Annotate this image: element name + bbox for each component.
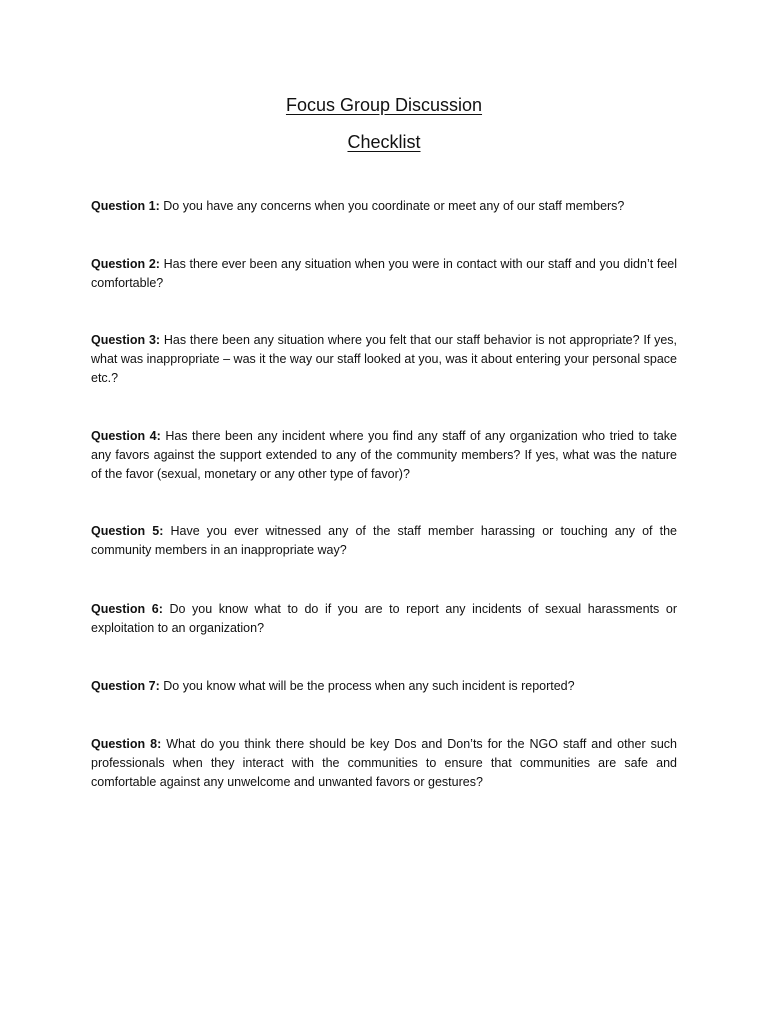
question-6-label: Question 6: <box>91 602 163 616</box>
document-subtitle-text: Checklist <box>347 132 421 152</box>
question-7-text: Do you know what will be the process when any such incident is reported? <box>163 679 575 693</box>
question-2 <box>91 255 677 293</box>
question-5-label: Question 5: <box>91 524 164 538</box>
question-5-text: Have you ever witnessed any of the staff member harassing or touching any of the community members in an inappropriate way? <box>91 524 677 557</box>
question-6-text: Do you know what to do if you are to report any incidents of sexual harassments or exploitation to an organization? <box>91 602 677 635</box>
question-4-label: Question 4: <box>91 429 161 443</box>
question-4-text: Has there been any incident where you find any staff of any organization who tried to take any favors against the support extended to any of the community members? If yes, what was the nature of the favor (sexual, monetary or any other type of favor)? <box>91 429 677 481</box>
question-5 <box>91 522 677 560</box>
document-title-text: Focus Group Discussion <box>285 95 483 115</box>
question-6 <box>91 600 677 638</box>
question-8 <box>91 735 677 792</box>
question-7 <box>91 677 677 696</box>
question-2-label: Question 2: <box>91 257 160 271</box>
question-4 <box>91 427 677 484</box>
question-7-label: Question 7: <box>91 679 160 693</box>
question-1-text: Do you have any concerns when you coordinate or meet any of our staff members? <box>163 199 625 213</box>
document-title <box>0 95 768 116</box>
question-3 <box>91 331 677 388</box>
question-8-text: What do you think there should be key Dos and Don’ts for the NGO staff and other such professionals when they interact with the communities to ensure that communities are safe and comfortable against any unwelcome and unwanted favors or gestures? <box>91 737 677 789</box>
document-subtitle <box>0 132 768 153</box>
question-2-text: Has there ever been any situation when you were in contact with our staff and you didn’t feel comfortable? <box>91 257 677 290</box>
question-3-text: Has there been any situation where you felt that our staff behavior is not appropriate? If yes, what was inappropriate – was it the way our staff looked at you, was it about entering your personal space etc.? <box>91 333 677 385</box>
question-1-label: Question 1: <box>91 199 160 213</box>
question-8-label: Question 8: <box>91 737 162 751</box>
question-3-label: Question 3: <box>91 333 161 347</box>
question-1 <box>91 197 677 216</box>
